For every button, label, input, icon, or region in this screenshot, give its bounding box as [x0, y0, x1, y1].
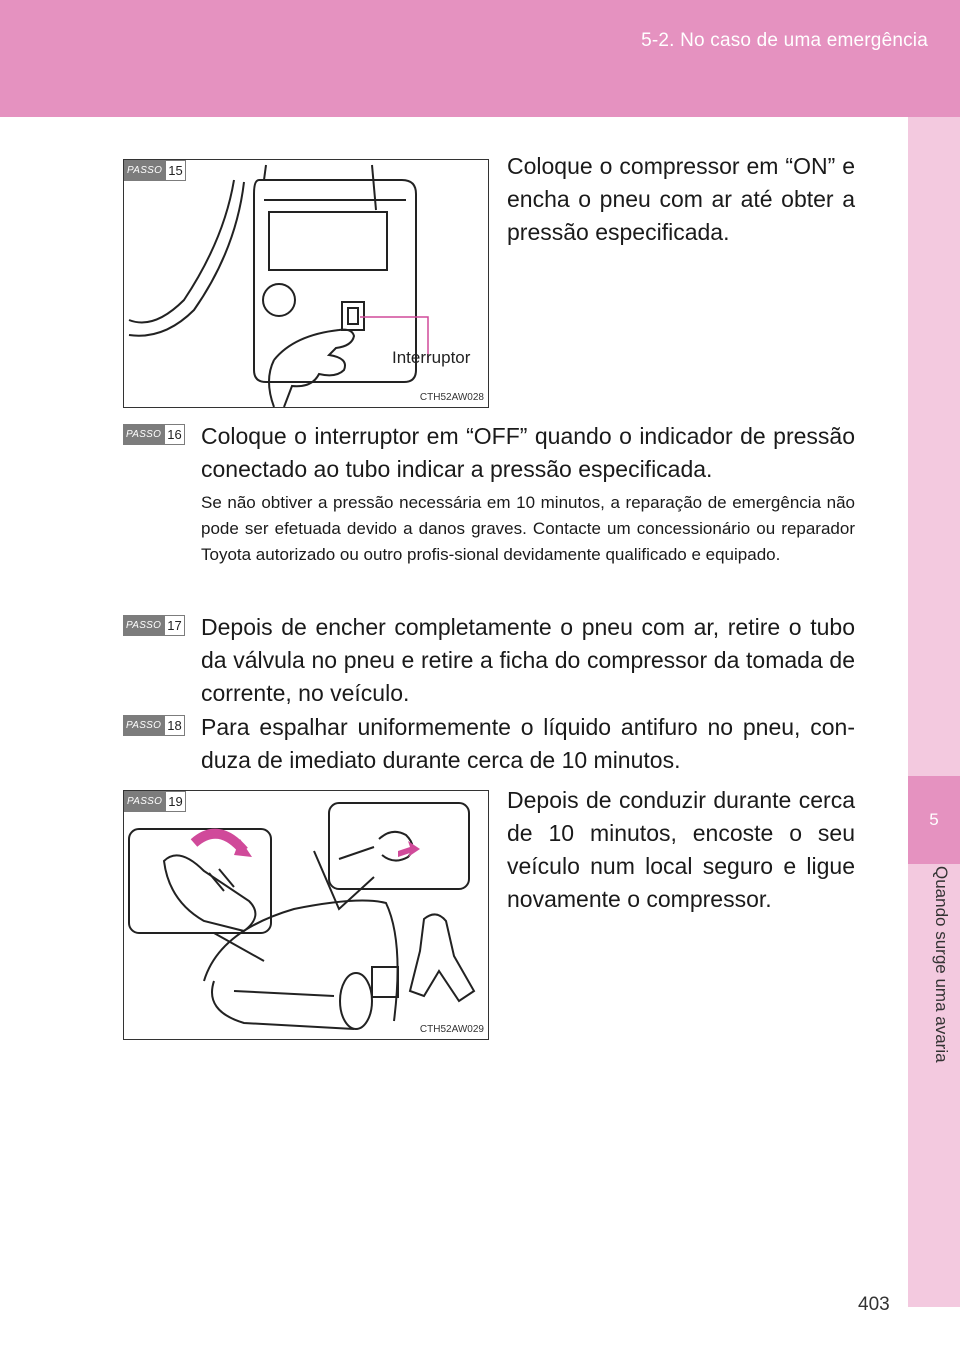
section-title: 5-2. No caso de uma emergência [641, 30, 928, 51]
step-tag-18 [123, 715, 185, 736]
step-tag-19 [124, 791, 186, 812]
step-number: 18 [164, 715, 184, 736]
page-header [0, 0, 960, 117]
page-number: 403 [858, 1294, 890, 1315]
step-18-text: Para espalhar uniformemente o líquido antifuro no pneu, con-duza de imediato durante cerca de 10 minutos. [201, 714, 855, 773]
figure-code: CTH52AW029 [419, 1024, 484, 1035]
step-number: 19 [165, 791, 185, 812]
step-tag-17 [123, 615, 185, 636]
step-number: 16 [164, 424, 184, 445]
figure-compressor-switch [123, 159, 489, 408]
step-15-text: Coloque o compressor em “ON” e encha o pneu com ar até obter a pressão especificada. [507, 153, 855, 245]
step-label: PASSO [123, 615, 164, 636]
step-tag-15 [124, 160, 186, 181]
figure-code: CTH52AW028 [419, 392, 484, 403]
chapter-number: 5 [908, 776, 960, 864]
step-number: 17 [164, 615, 184, 636]
step-number: 15 [165, 160, 185, 181]
switch-callout: Interruptor [392, 348, 471, 367]
step-label: PASSO [124, 791, 165, 812]
step-16-text: Coloque o interruptor em “OFF” quando o indicador de pressão conectado ao tubo indicar a pressão especificada. [201, 423, 855, 482]
chapter-title: Quando surge uma avaria [932, 866, 951, 1063]
step-17-text: Depois de encher completamente o pneu com ar, retire o tubo da válvula no pneu e retire a ficha do compressor da tomada de corrente, no veículo. [201, 614, 855, 706]
step-label: PASSO [123, 715, 164, 736]
step-16-note: Se não obtiver a pressão necessária em 10 minutos, a reparação de emergência não pode ser efetuada devido a danos graves. Contacte um concessionário ou reparador Toyota autorizado ou outro profis-sional devidamente qualificado e equipado. [201, 493, 855, 564]
figure-drive-and-reconnect [123, 790, 489, 1040]
step-label: PASSO [124, 160, 165, 181]
step-19-text: Depois de conduzir durante cerca de 10 minutos, encoste o seu veículo num local seguro e ligue novamente o compressor. [507, 787, 855, 912]
compressor-illustration [124, 160, 488, 407]
step-label: PASSO [123, 424, 164, 445]
car-compressor-illustration [124, 791, 488, 1039]
step-tag-16 [123, 424, 185, 445]
